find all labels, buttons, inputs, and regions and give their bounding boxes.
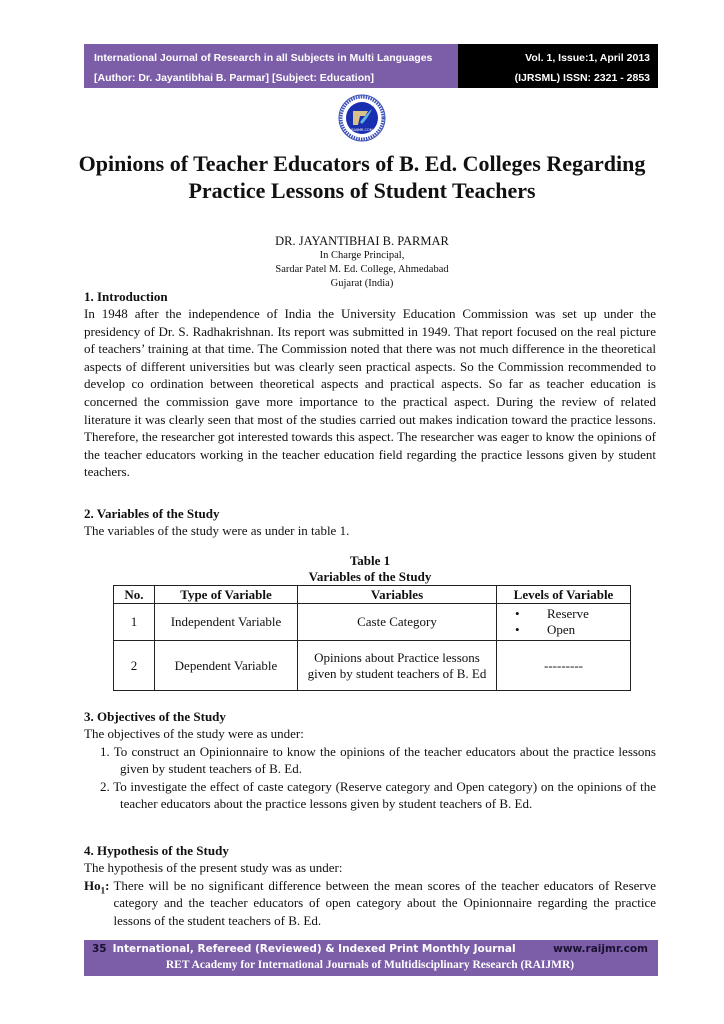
journal-description: International, Refereed (Reviewed) & Indexed Print Monthly Journal bbox=[112, 943, 516, 955]
table-caption bbox=[84, 553, 656, 585]
journal-name: International Journal of Research in all Subjects in Multi Languages bbox=[94, 52, 433, 64]
level-item: • Reserve bbox=[511, 606, 626, 622]
levels-list bbox=[501, 606, 626, 638]
table-row bbox=[114, 641, 631, 691]
hypothesis-item bbox=[84, 877, 656, 930]
hypothesis-intro: The hypothesis of the present study was as under: bbox=[84, 860, 343, 875]
hypothesis-label-sub: 1 bbox=[100, 885, 106, 896]
objectives-list bbox=[84, 743, 656, 813]
cell-levels: --------- bbox=[497, 641, 631, 691]
objective-item: 1. To construct an Opinionnaire to know the opinions of the teacher educators about the practice lessons given by student teachers of B. Ed. bbox=[100, 743, 656, 777]
author-name: DR. JAYANTIBHAI B. PARMAR bbox=[275, 234, 449, 248]
author-institution: Sardar Patel M. Ed. College, Ahmedabad bbox=[275, 264, 449, 275]
header-type: Type of Variable bbox=[155, 586, 298, 604]
journal-header-banner bbox=[84, 44, 658, 88]
cell-variable: Caste Category bbox=[298, 604, 497, 641]
cell-no: 1 bbox=[114, 604, 155, 641]
section-introduction bbox=[84, 288, 656, 481]
table-number: Table 1 bbox=[349, 553, 391, 568]
cell-levels bbox=[497, 604, 631, 641]
section-heading: 2. Variables of the Study bbox=[84, 506, 220, 521]
section-objectives bbox=[84, 708, 656, 813]
author-block bbox=[160, 233, 564, 291]
author-position: In Charge Principal, bbox=[319, 250, 405, 261]
title-line-1: Opinions of Teacher Educators of B. Ed. Colleges Regarding bbox=[78, 151, 646, 176]
variables-table bbox=[113, 585, 631, 691]
table-header-row bbox=[114, 586, 631, 604]
header-no: No. bbox=[114, 586, 155, 604]
table-title: Variables of the Study bbox=[308, 569, 432, 584]
website-link[interactable]: www.raijmr.com bbox=[553, 943, 648, 955]
cell-type: Dependent Variable bbox=[155, 641, 298, 691]
hypothesis-label-main: Ho bbox=[84, 877, 101, 893]
cell-type: Independent Variable bbox=[155, 604, 298, 641]
level-item: • Open bbox=[511, 622, 626, 638]
issn: (IJRSML) ISSN: 2321 - 2853 bbox=[514, 72, 650, 84]
title-line-2: Practice Lessons of Student Teachers bbox=[188, 178, 536, 203]
table-row bbox=[114, 604, 631, 641]
header-variables: Variables bbox=[298, 586, 497, 604]
volume-issue: Vol. 1, Issue:1, April 2013 bbox=[525, 52, 650, 64]
journal-logo-icon bbox=[338, 94, 386, 142]
objectives-intro: The objectives of the study were as under: bbox=[84, 726, 304, 741]
header-levels: Levels of Variable bbox=[497, 586, 631, 604]
footer-top-row bbox=[92, 942, 648, 957]
hypothesis-statement: There will be no significant difference between the mean scores of the teacher educators of Reserve category and the teacher educators of open category about the Opinionnaire regarding the practice lessons of the student teachers of B. Ed. bbox=[113, 877, 656, 928]
header-left-panel bbox=[84, 44, 458, 88]
cell-variable: Opinions about Practice lessons given by student teachers of B. Ed bbox=[298, 641, 497, 691]
section-heading: 1. Introduction bbox=[84, 289, 168, 304]
section-heading: 3. Objectives of the Study bbox=[84, 709, 226, 724]
author-location: Gujarat (India) bbox=[330, 278, 394, 289]
variables-paragraph: The variables of the study were as under in table 1. bbox=[84, 523, 350, 538]
objective-item: 2. To investigate the effect of caste category (Reserve category and Open category) on the opinions of the teacher educators about the practice lessons given by student teachers of B. Ed. bbox=[100, 778, 656, 812]
hypothesis-label bbox=[84, 877, 113, 930]
section-heading: 4. Hypothesis of the Study bbox=[84, 843, 229, 858]
section-hypothesis bbox=[84, 842, 656, 929]
logo-text: RAIJMR.COM bbox=[351, 128, 373, 132]
author-subject: [Author: Dr. Jayantibhai B. Parmar] [Subject: Education] bbox=[94, 72, 375, 84]
page-footer bbox=[84, 940, 658, 976]
page-number: 35 bbox=[92, 943, 107, 955]
publisher-name: RET Academy for International Journals of Multidisciplinary Research (RAIJMR) bbox=[165, 959, 575, 971]
cell-no: 2 bbox=[114, 641, 155, 691]
section-variables bbox=[84, 505, 656, 540]
header-right-panel bbox=[458, 44, 658, 88]
introduction-paragraph: In 1948 after the independence of India the University Education Commission was set up under the presidency of Dr. S. Radhakrishnan. Its report was submitted in 1949. That report focused on the real picture of teachers’ training at that time. The Commission noted that there was not much difference in the theoretical aspects of different universities but was clearly seen practical aspects. So the Commission recommended to develop co ordination between theoretical aspects and practical aspects. So far as teacher education is concerned the commission gave more importance to the practical aspect. During the review of related literature it was clearly seen that most of the studies carried out makes indication toward the practice lessons. Therefore, the researcher got interested towards this aspect. The researcher was eager to know the opinions of the teacher educators working in the teacher education field regarding the practice lessons given by student teachers. bbox=[84, 306, 656, 480]
paper-title bbox=[60, 150, 664, 204]
hypothesis-label-suffix: : bbox=[105, 877, 110, 893]
